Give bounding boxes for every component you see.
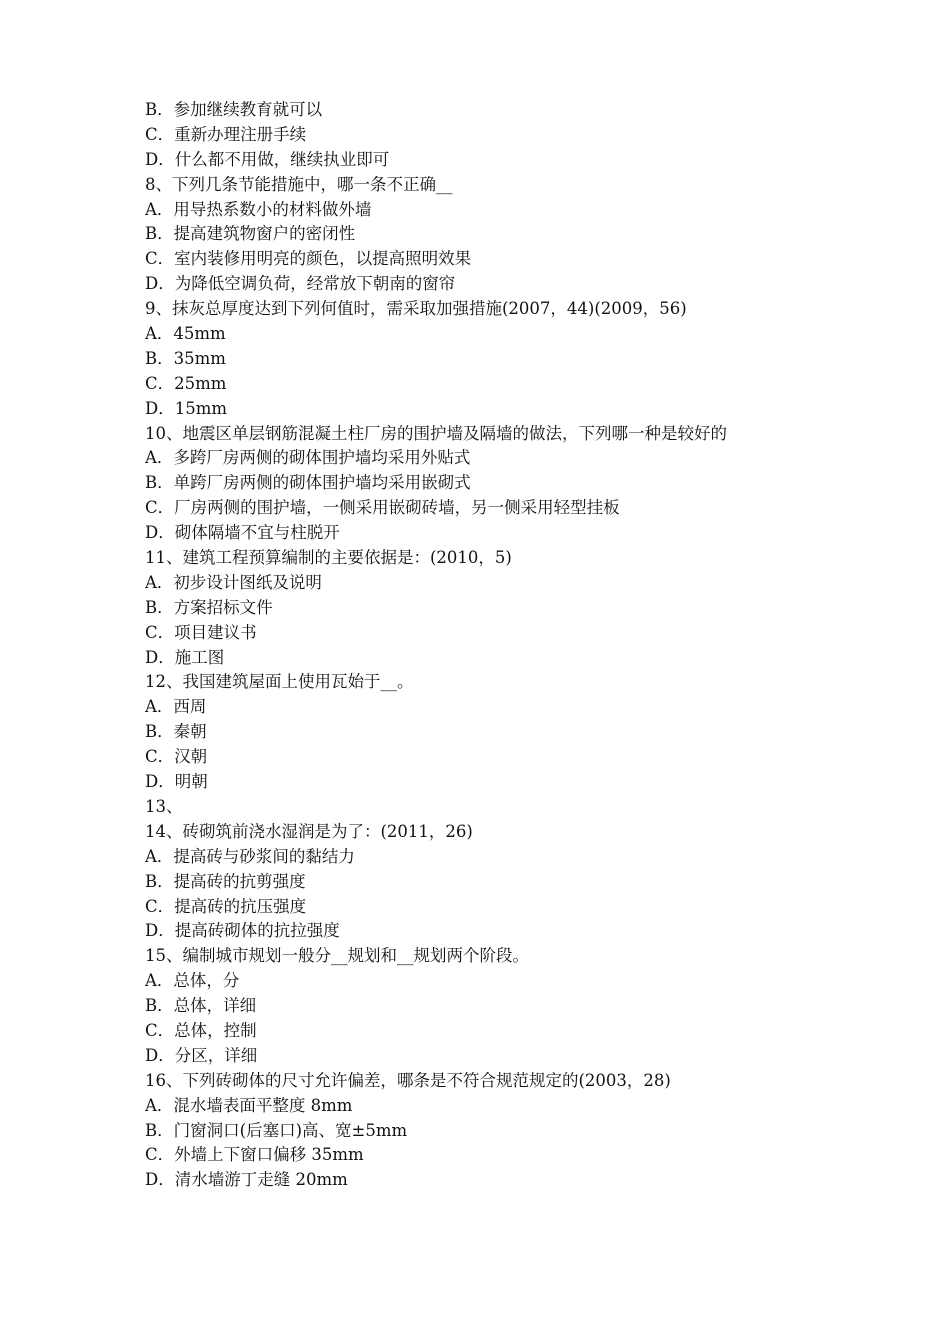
option-line: B．秦朝	[145, 722, 207, 742]
question-line: 13、	[145, 796, 183, 816]
option-line: D．明朝	[145, 772, 208, 792]
option-line: A．多跨厂房两侧的砌体围护墙均采用外贴式	[145, 448, 471, 468]
question-line: 11、建筑工程预算编制的主要依据是：(2010，5)	[145, 548, 512, 568]
option-line: B．提高建筑物窗户的密闭性	[145, 224, 356, 244]
option-line: C．提高砖的抗压强度	[145, 896, 307, 916]
option-line: C．厂房两侧的围护墙，一侧采用嵌砌砖墙，另一侧采用轻型挂板	[145, 498, 620, 518]
option-line: D．清水墙游丁走缝 20mm	[145, 1170, 348, 1190]
option-line: C．项目建议书	[145, 622, 257, 642]
question-line: 14、砖砌筑前浇水湿润是为了：(2011，26)	[145, 821, 473, 841]
option-line: B．方案招标文件	[145, 597, 273, 617]
option-line: A．西周	[145, 697, 207, 717]
question-line: 8、下列几条节能措施中，哪一条不正确__	[145, 174, 453, 194]
option-line: D．提高砖砌体的抗拉强度	[145, 921, 340, 941]
question-line: 9、抹灰总厚度达到下列何值时，需采取加强措施(2007，44)(2009，56)	[145, 299, 687, 319]
question-line: 15、编制城市规划一般分__规划和__规划两个阶段。	[145, 946, 529, 966]
option-line: C．25mm	[145, 373, 227, 393]
option-line: D．为降低空调负荷，经常放下朝南的窗帘	[145, 274, 456, 294]
option-line: B．总体，详细	[145, 996, 257, 1016]
option-line: A．45mm	[145, 324, 226, 344]
document-body	[145, 98, 845, 1193]
option-line: B．单跨厂房两侧的砌体围护墙均采用嵌砌式	[145, 473, 471, 493]
option-line: A．总体，分	[145, 971, 240, 991]
question-line: 12、我国建筑屋面上使用瓦始于__。	[145, 672, 414, 692]
option-line: A．用导热系数小的材料做外墙	[145, 199, 372, 219]
option-line: B．参加继续教育就可以	[145, 100, 323, 119]
option-line: C．总体，控制	[145, 1020, 257, 1040]
option-line: D．什么都不用做，继续执业即可	[145, 149, 390, 169]
option-line: B．35mm	[145, 348, 226, 368]
option-line: C．汉朝	[145, 747, 208, 767]
option-line: D．施工图	[145, 647, 225, 667]
option-line: B．提高砖的抗剪强度	[145, 871, 306, 891]
option-line: D．分区，详细	[145, 1045, 258, 1065]
option-line: A．初步设计图纸及说明	[145, 572, 322, 592]
option-line: A．提高砖与砂浆间的黏结力	[145, 846, 355, 866]
option-line: C．外墙上下窗口偏移 35mm	[145, 1145, 364, 1165]
option-line: C．室内装修用明亮的颜色，以提高照明效果	[145, 249, 472, 269]
option-line: A．混水墙表面平整度 8mm	[145, 1095, 353, 1115]
question-line: 10、地震区单层钢筋混凝土柱厂房的围护墙及隔墙的做法，下列哪一种是较好的	[145, 423, 727, 443]
option-line: B．门窗洞口(后塞口)高、宽±5mm	[145, 1120, 408, 1140]
option-line: C．重新办理注册手续	[145, 124, 307, 144]
question-line: 16、下列砖砌体的尺寸允许偏差，哪条是不符合规范规定的(2003，28)	[145, 1070, 671, 1090]
option-line: D．15mm	[145, 398, 228, 418]
option-line: D．砌体隔墙不宜与柱脱开	[145, 523, 340, 543]
